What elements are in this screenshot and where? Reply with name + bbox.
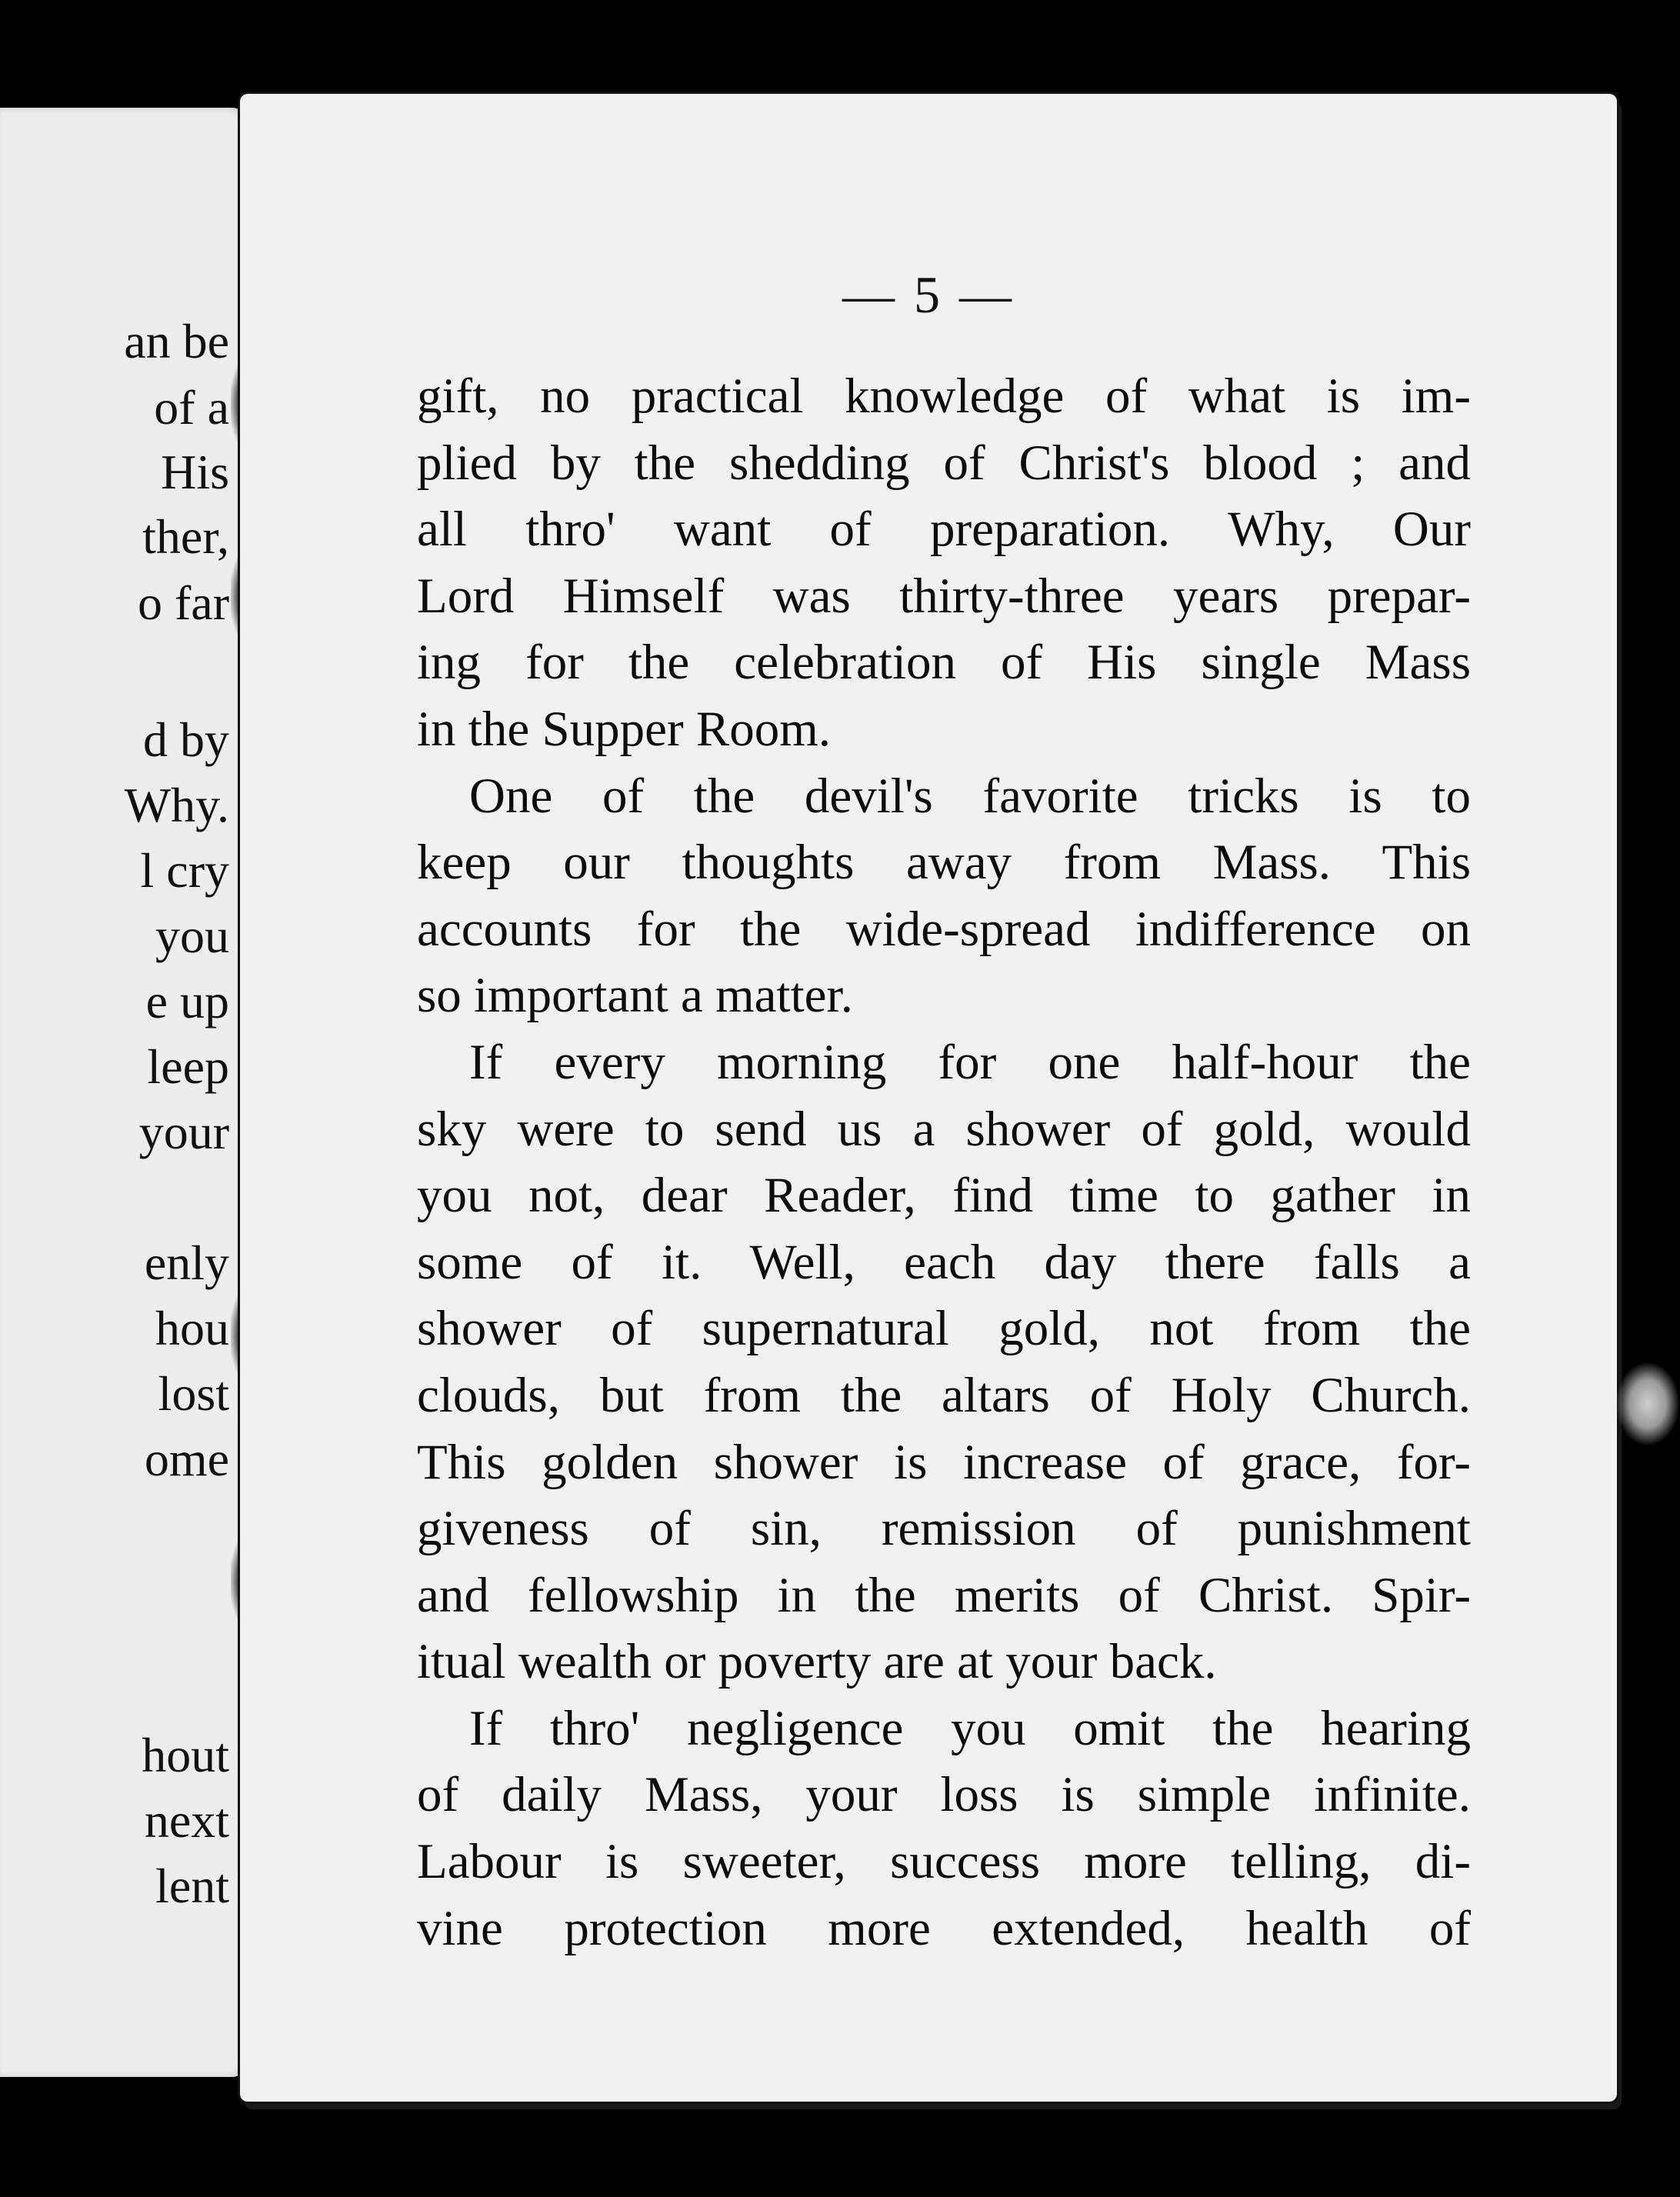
text-line: so important a matter. (417, 968, 853, 1024)
left-page-line: lent (155, 1859, 229, 1913)
left-page-line: d by (143, 712, 229, 767)
text-line: accounts for the wide-spread indifference on (417, 901, 1471, 957)
left-page-line: e up (145, 974, 229, 1028)
left-page-line: hout (142, 1728, 229, 1782)
book-page (240, 94, 1617, 2102)
text-line: gift, no practical knowledge of what is im- (417, 368, 1471, 424)
text-line: vine protection more extended, health of (417, 1900, 1471, 1956)
text-line: sky were to send us a shower of gold, would (417, 1101, 1471, 1157)
text-line: of daily Mass, your loss is simple infinite. (417, 1767, 1471, 1823)
text-line: shower of supernatural gold, not from the (417, 1301, 1471, 1357)
text-line: all thro' want of preparation. Why, Our (417, 502, 1471, 558)
text-line: Lord Himself was thirty-three years prepar- (417, 568, 1471, 624)
text-line: This golden shower is increase of grace, for- (417, 1434, 1471, 1490)
text-line: If every morning for one half-hour the (469, 1034, 1471, 1090)
left-page-line: ome (144, 1432, 229, 1486)
text-line: If thro' negligence you omit the hearing (469, 1700, 1471, 1756)
left-page-line: Why. (124, 778, 229, 832)
text-line: ing for the celebration of His single Mass (417, 635, 1471, 691)
text-line: itual wealth or poverty are at your back. (417, 1634, 1217, 1690)
left-page-line: hou (155, 1301, 229, 1355)
left-facing-page (0, 108, 246, 2077)
left-page-line: of a (154, 380, 229, 435)
text-line: you not, dear Reader, find time to gather in (417, 1168, 1471, 1224)
left-page-line: o far (137, 575, 229, 630)
text-line: giveness of sin, remission of punishment (417, 1501, 1471, 1557)
left-page-line: you (155, 908, 229, 963)
text-line: and fellowship in the merits of Christ. Spir- (417, 1567, 1471, 1623)
text-line: in the Supper Room. (417, 701, 832, 757)
text-line: plied by the shedding of Christ's blood ; and (417, 435, 1471, 491)
text-line: some of it. Well, each day there falls a (417, 1234, 1471, 1290)
text-line: One of the devil's favorite tricks is to (469, 768, 1471, 824)
left-page-line: enly (144, 1235, 229, 1290)
page-body (417, 363, 1471, 1962)
left-page-line: your (138, 1105, 229, 1159)
left-page-line: next (144, 1793, 229, 1848)
left-page-line: His (161, 445, 229, 499)
left-page-line: lost (158, 1366, 229, 1421)
paper-speck (1615, 1362, 1680, 1446)
left-page-line: l cry (140, 843, 229, 898)
text-line: clouds, but from the altars of Holy Church. (417, 1367, 1471, 1423)
left-page-line: leep (147, 1039, 229, 1094)
left-page-line: ther, (142, 509, 229, 564)
text-line: keep our thoughts away from Mass. This (417, 835, 1471, 891)
left-page-line: an be (124, 314, 229, 368)
page-number: — 5 — (842, 265, 1015, 324)
text-line: Labour is sweeter, success more telling, di- (417, 1834, 1471, 1890)
